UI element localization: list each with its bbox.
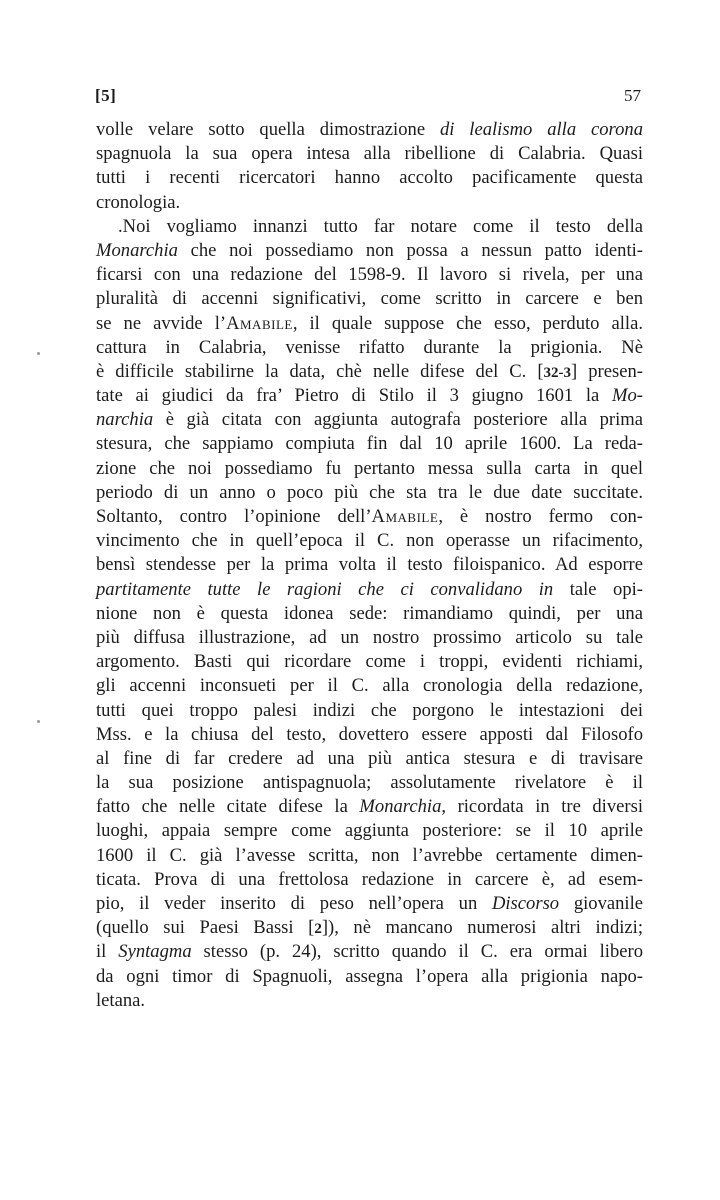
- text-line: [96, 989, 643, 1013]
- text-line: [96, 505, 643, 529]
- text-line: [96, 360, 643, 384]
- italic-segment: Monarchia: [96, 239, 178, 261]
- text-segment: (quello sui Paesi Bassi [: [96, 917, 315, 939]
- body-text: [96, 118, 643, 1013]
- text-line: [96, 312, 643, 336]
- text-line: [96, 940, 643, 964]
- text-segment: stesso (p. 24), scritto quando il C. era ormai libero: [191, 941, 644, 963]
- text-line: [96, 287, 643, 311]
- text-segment: stesura, che sappiamo compiuta fin dal 10 aprile 1600. La reda-: [96, 433, 643, 455]
- text-line: [96, 553, 643, 577]
- text-segment: la sua posizione antispagnuola; assolutamente rivelatore è il: [96, 772, 643, 794]
- text-segment: è già citata con aggiunta autografa posteriore alla prima: [153, 409, 643, 431]
- text-segment: pluralità di accenni significativi, come scritto in carcere e ben: [96, 288, 643, 310]
- text-line: [96, 191, 643, 215]
- text-segment: al fine di far credere ad una più antica stesura e di travisare: [96, 747, 643, 769]
- text-segment: , è nostro fermo con-: [438, 506, 644, 527]
- italic-segment: narchia: [96, 409, 154, 431]
- text-segment: più diffusa illustrazione, ad un nostro prossimo articolo su tale: [96, 626, 643, 648]
- text-line: [96, 674, 643, 698]
- text-line: [96, 723, 643, 747]
- text-line: [96, 916, 643, 940]
- text-segment: volle velare sotto quella dimostrazione: [96, 119, 440, 140]
- text-segment: ficarsi con una redazione del 1598-9. Il lavoro si rivela, per una: [96, 264, 643, 286]
- text-line: [96, 602, 643, 626]
- smallcaps-name: Amabile: [371, 506, 439, 527]
- text-line: [96, 578, 643, 602]
- text-line: [96, 336, 643, 360]
- text-segment: zione che noi possediamo fu pertanto messa sulla carta in quel: [96, 457, 643, 479]
- reference-number: 32-3: [543, 364, 572, 381]
- text-segment: cronologia.: [96, 191, 181, 213]
- text-segment: cattura in Calabria, venisse rifatto durante la prigionia. Nè: [96, 336, 643, 358]
- text-line: [96, 142, 643, 166]
- text-line: [96, 263, 643, 287]
- italic-segment: Syntagma: [118, 941, 192, 963]
- text-segment: nione non è questa idonea sede: rimandiamo quindi, per una: [96, 602, 643, 624]
- text-line: [96, 481, 643, 505]
- text-segment: il: [96, 941, 119, 963]
- text-segment: , ricordata in tre diversi: [441, 796, 643, 818]
- text-segment: ] presen-: [571, 360, 643, 382]
- text-line: [96, 844, 643, 868]
- text-line: [96, 892, 643, 916]
- text-segment: 1600 il C. già l’avesse scritta, non l’avrebbe certamente dimen-: [96, 844, 643, 866]
- text-line: [96, 432, 643, 456]
- text-segment: fatto che nelle citate difese la: [96, 796, 360, 818]
- text-segment: tale opi-: [553, 578, 643, 600]
- text-segment: da ogni timor di Spagnuoli, assegna l’opera alla prigionia napo-: [96, 965, 643, 987]
- text-segment: bensì stendesse per la prima volta il testo filoispanico. Ad esporre: [96, 554, 643, 576]
- reference-number: 2: [314, 921, 322, 938]
- text-segment: gli accenni inconsueti per il C. alla cronologia della redazione,: [96, 675, 643, 697]
- text-segment: se ne avvide l’: [96, 312, 227, 334]
- text-line: [96, 529, 643, 553]
- text-segment: vincimento che in quell’epoca il C. non operasse un rifacimento,: [96, 530, 643, 552]
- section-mark: [5]: [95, 86, 117, 105]
- text-segment: argomento. Basti qui ricordare come i troppi, evidenti richiami,: [96, 651, 643, 673]
- italic-segment: Monarchia: [359, 796, 442, 818]
- text-line: [96, 215, 643, 239]
- running-head: [95, 86, 641, 110]
- italic-segment: Discorso: [491, 893, 560, 914]
- text-segment: tate ai giudici da fra’ Pietro di Stilo il 3 giugno 1601 la: [96, 385, 613, 407]
- text-segment: che noi possediamo non possa a nessun patto identi-: [177, 239, 643, 261]
- text-line: [96, 819, 643, 843]
- text-line: [96, 457, 643, 481]
- text-line: [96, 626, 643, 650]
- page-number: 57: [624, 86, 641, 105]
- margin-speck: [37, 352, 40, 355]
- text-line: [96, 166, 643, 190]
- text-line: [96, 699, 643, 723]
- text-segment: è difficile stabilirne la data, chè nelle difese del C. [: [96, 360, 544, 382]
- text-segment: tutti quei troppo palesi indizi che porgono le intestazioni dei: [96, 699, 643, 721]
- text-segment: giovanile: [559, 893, 644, 914]
- text-line: [96, 650, 643, 674]
- text-segment: ]), nè mancano numerosi altri indizi;: [321, 917, 643, 939]
- text-segment: periodo di un anno o poco più che sta tra le due date succitate.: [96, 481, 643, 503]
- text-segment: Mss. e la chiusa del testo, dovettero essere apposti dal Filosofo: [96, 723, 643, 745]
- margin-speck: [37, 720, 40, 723]
- italic-segment: Mo-: [612, 385, 643, 407]
- text-segment: tutti i recenti ricercatori hanno accolto pacificamente questa: [96, 167, 643, 189]
- text-line: [96, 384, 643, 408]
- text-line: [96, 118, 643, 142]
- text-segment: letana.: [96, 989, 146, 1011]
- text-segment: pio, il veder inserito di peso nell’opera un: [96, 893, 492, 914]
- italic-segment: partitamente tutte le ragioni che ci convalidano in: [96, 578, 554, 600]
- text-line: [96, 239, 643, 263]
- italic-segment: di lealismo alla corona: [439, 119, 643, 140]
- text-segment: Soltanto, contro l’opinione dell’: [96, 506, 372, 527]
- text-line: [96, 408, 643, 432]
- smallcaps-name: Amabile: [226, 312, 293, 334]
- text-line: [96, 771, 643, 795]
- text-line: [96, 795, 643, 819]
- text-line: [96, 868, 643, 892]
- text-segment: .Noi vogliamo innanzi tutto far notare come il testo della: [118, 215, 643, 237]
- text-segment: ticata. Prova di una frettolosa redazione in carcere è, ad esem-: [96, 868, 643, 890]
- text-line: [96, 965, 643, 989]
- text-line: [96, 747, 643, 771]
- text-segment: luoghi, appaia sempre come aggiunta posteriore: se il 10 aprile: [96, 820, 643, 842]
- text-segment: , il quale suppose che esso, perduto alla.: [292, 312, 643, 334]
- text-segment: spagnuola la sua opera intesa alla ribellione di Calabria. Quasi: [96, 143, 643, 165]
